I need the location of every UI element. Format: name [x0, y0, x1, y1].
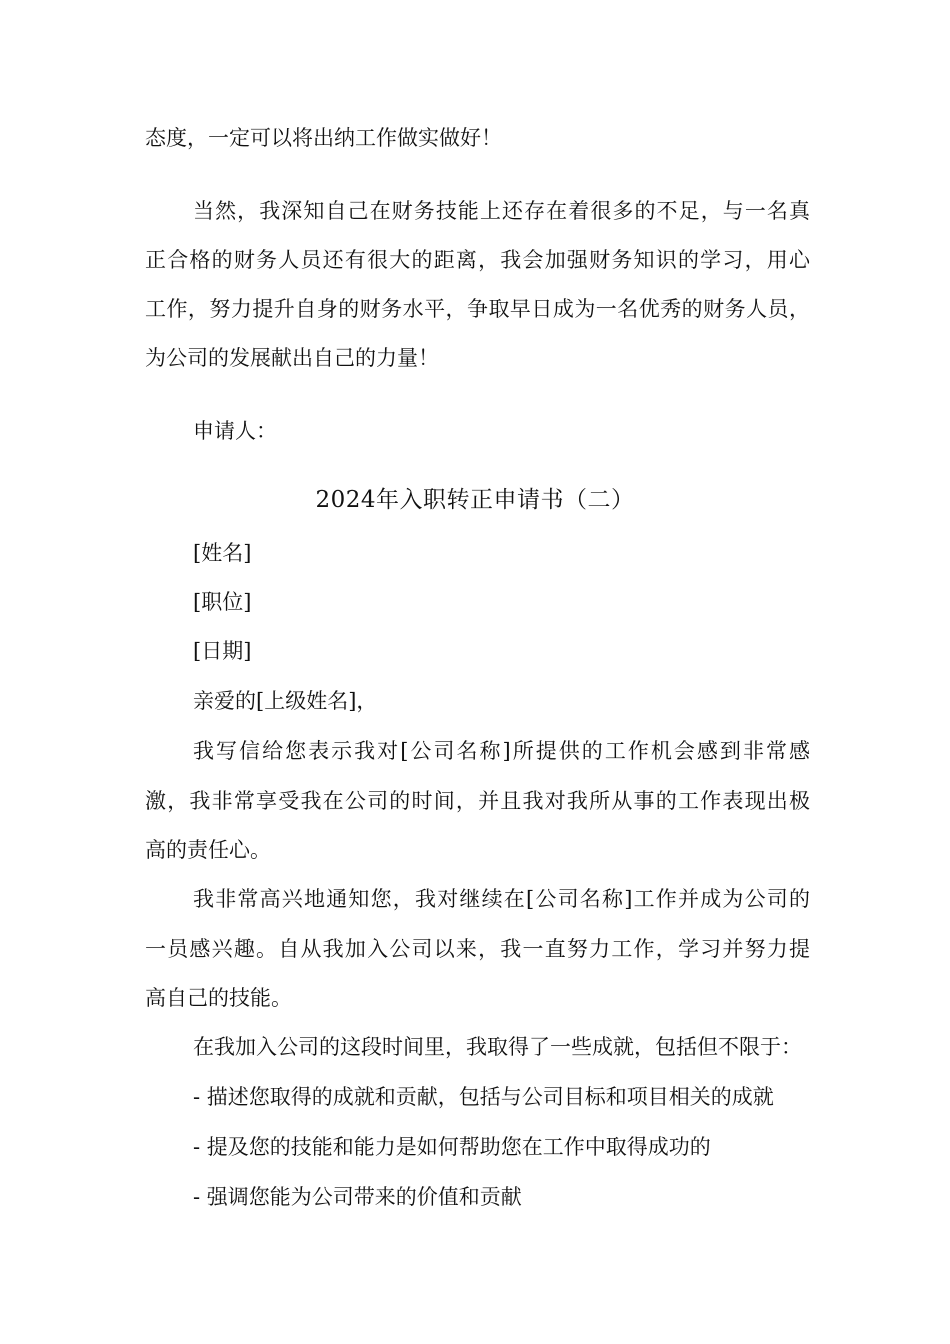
paragraph-line: 在我加入公司的这段时间里，我取得了一些成就，包括但不限于： — [193, 1035, 802, 1059]
paragraph-line: 高自己的技能。 — [145, 986, 292, 1010]
bullet-item: - 提及您的技能和能力是如何帮助您在工作中取得成功的 — [193, 1135, 711, 1159]
paragraph-line: 高的责任心。 — [145, 838, 271, 862]
paragraph-line: 当然，我深知自己在财务技能上还存在着很多的不足，与一名真 — [193, 199, 810, 223]
paragraph-line: 我写信给您表示我对[公司名称]所提供的工作机会感到非常感 — [193, 739, 810, 763]
bullet-item: - 描述您取得的成就和贡献，包括与公司目标和项目相关的成就 — [193, 1085, 774, 1109]
paragraph-line: 正合格的财务人员还有很大的距离，我会加强财务知识的学习，用心 — [145, 248, 810, 272]
bullet-item: - 强调您能为公司带来的价值和贡献 — [193, 1185, 522, 1209]
paragraph-line: 我非常高兴地通知您，我对继续在[公司名称]工作并成为公司的 — [193, 887, 810, 911]
salutation: 亲爱的[上级姓名]， — [193, 689, 378, 713]
document-title: 2024年入职转正申请书（二） — [315, 487, 635, 513]
paragraph-line: 态度，一定可以将出纳工作做实做好！ — [145, 126, 502, 150]
paragraph-line: 工作，努力提升自身的财务水平，争取早日成为一名优秀的财务人员， — [145, 297, 810, 321]
date-placeholder: [日期] — [193, 639, 252, 663]
paragraph-line: 为公司的发展献出自己的力量！ — [145, 346, 439, 370]
position-placeholder: [职位] — [193, 590, 252, 614]
paragraph-line: 一员感兴趣。自从我加入公司以来，我一直努力工作，学习并努力提 — [145, 937, 810, 961]
name-placeholder: [姓名] — [193, 541, 252, 565]
paragraph-line: 激，我非常享受我在公司的时间，并且我对我所从事的工作表现出极 — [145, 789, 810, 813]
applicant-label: 申请人： — [193, 419, 277, 443]
